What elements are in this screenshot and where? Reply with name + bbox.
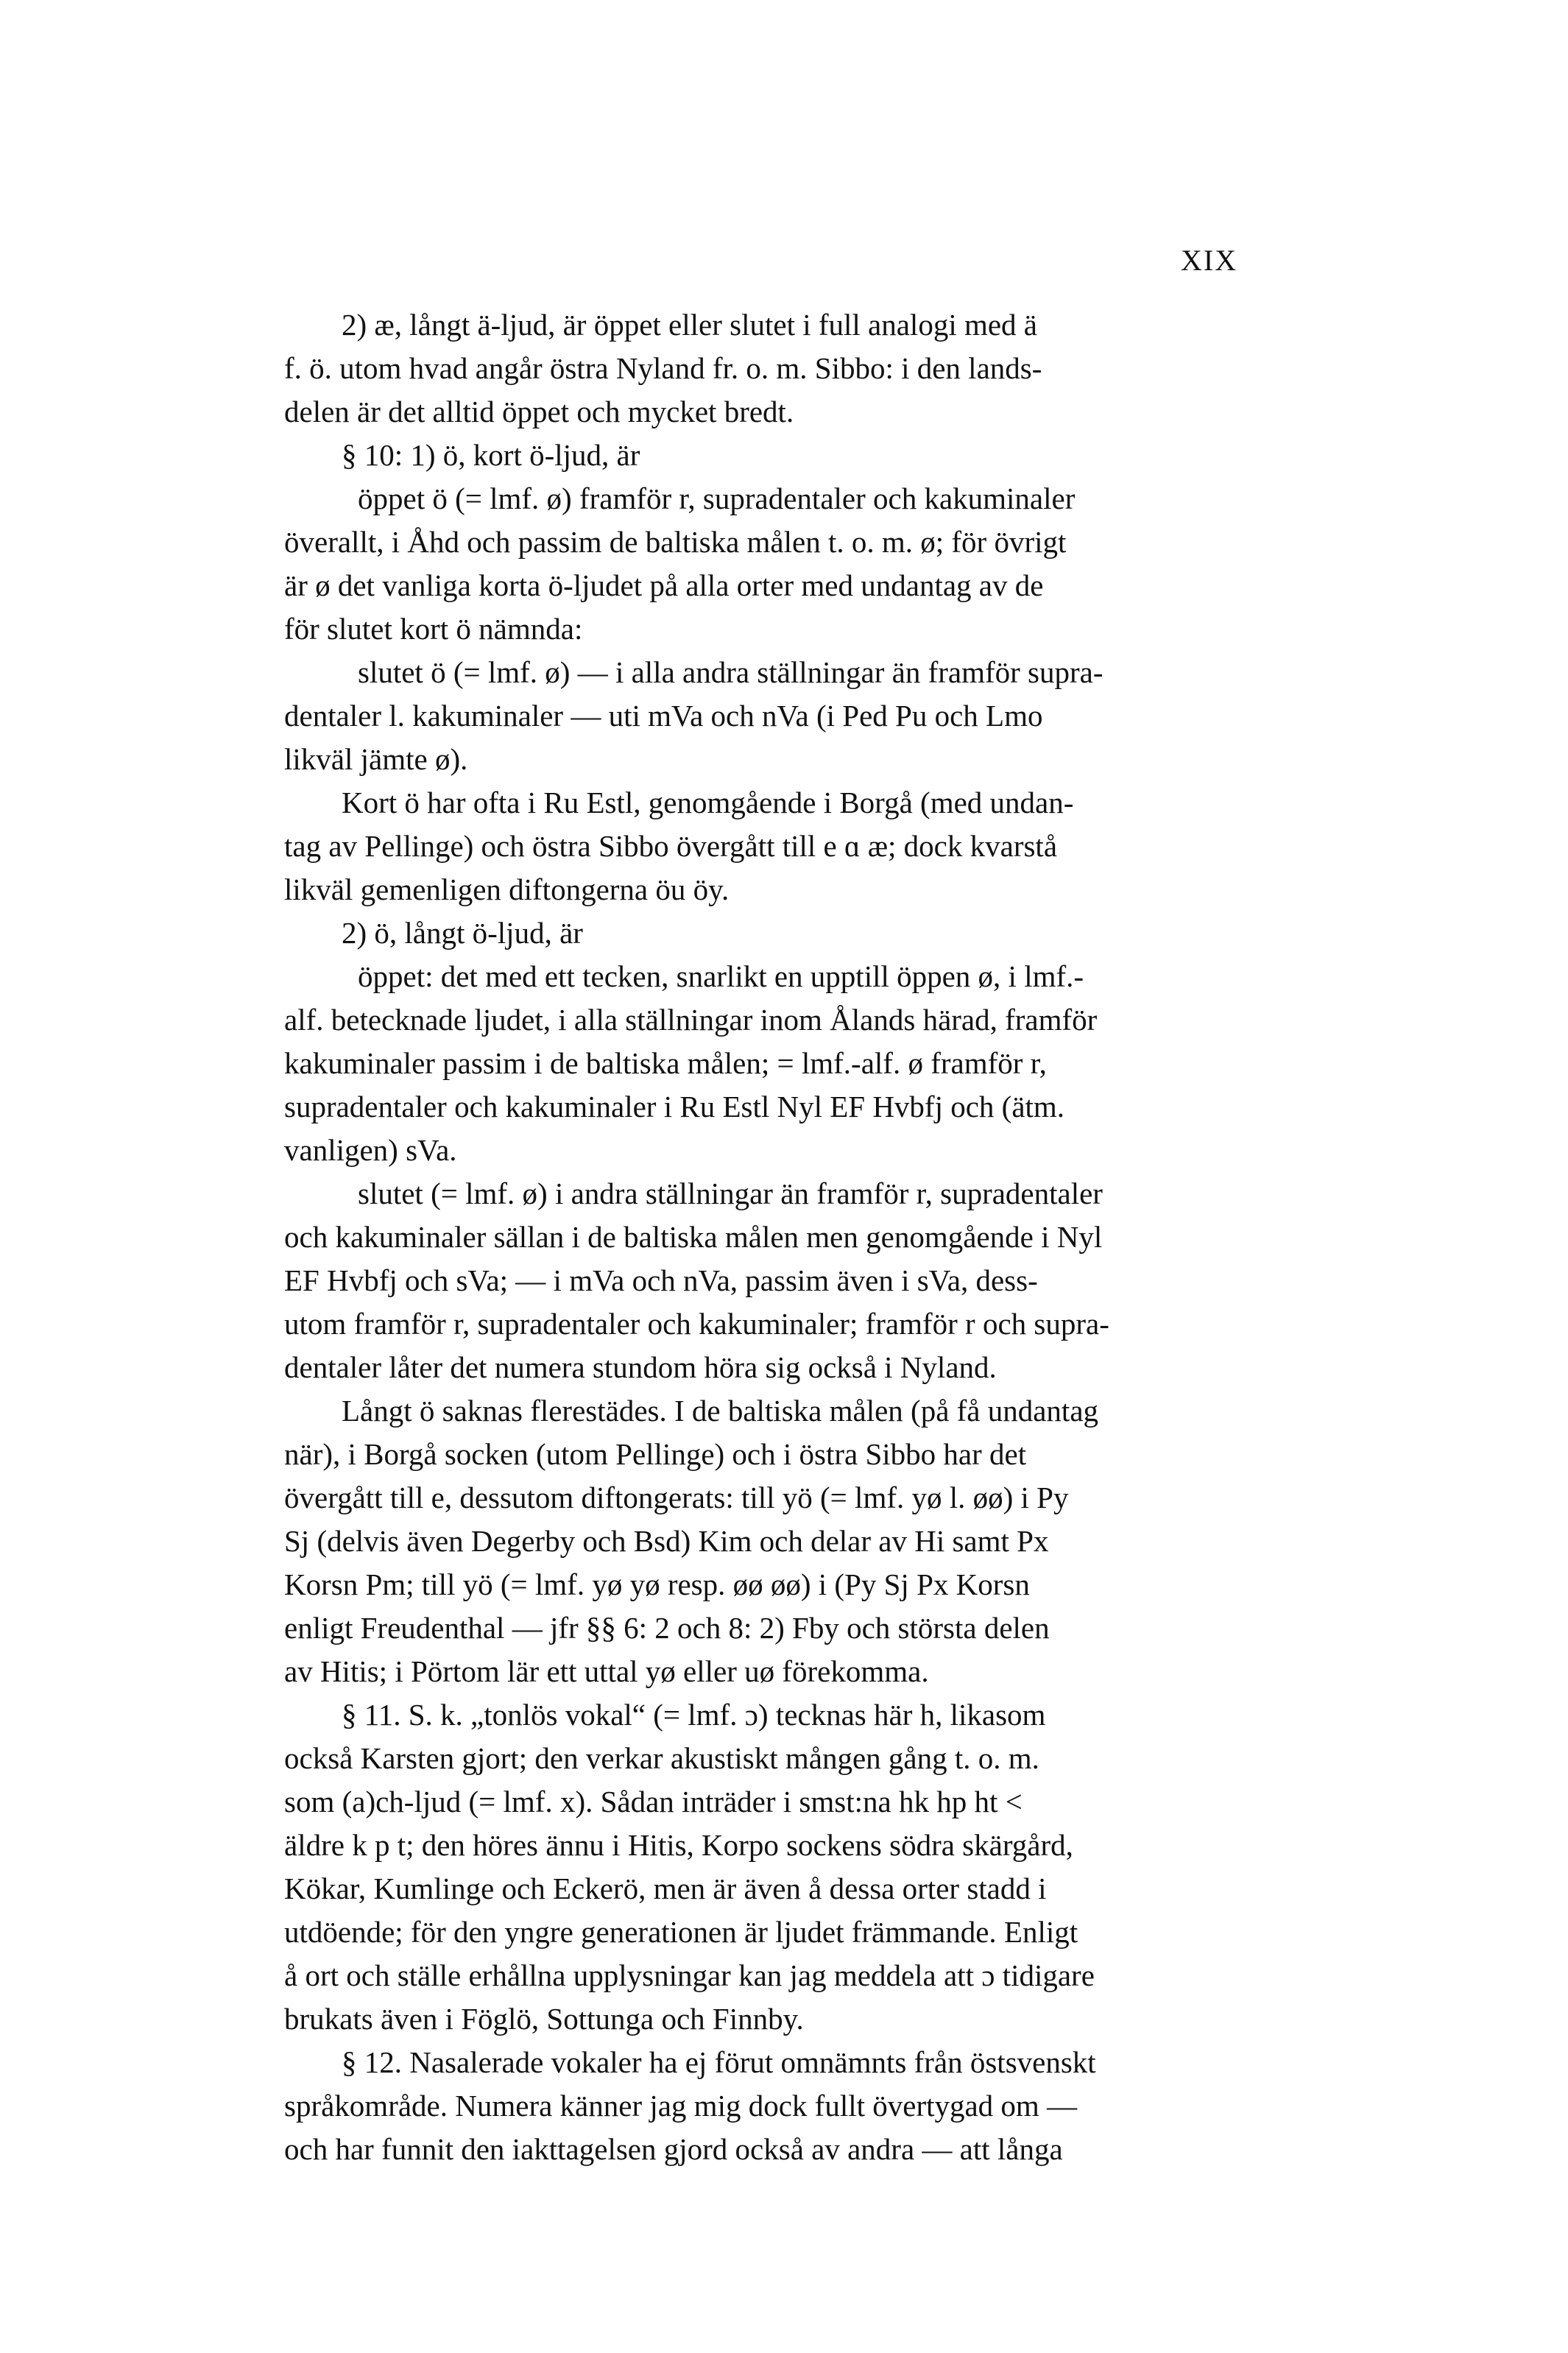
text-line: supradentaler och kakuminaler i Ru Estl Nyl EF Hvbfj och (ätm. xyxy=(284,1090,1065,1123)
text-line: dentaler låter det numera stundom höra sig också i Nyland. xyxy=(284,1350,997,1384)
body-text xyxy=(284,303,1250,2171)
text-line: överallt, i Åhd och passim de baltiska målen t. o. m. ø; för övrigt xyxy=(284,525,1067,559)
text-line: utdöende; för den yngre generationen är ljudet främmande. Enligt xyxy=(284,1915,1078,1949)
text-line: likväl jämte ø). xyxy=(284,742,468,776)
text-line: slutet ö (= lmf. ø) — i alla andra ställningar än framför supra- xyxy=(358,655,1103,689)
text-line: utom framför r, supradentaler och kakuminaler; framför r och supra- xyxy=(284,1307,1109,1341)
text-line: slutet (= lmf. ø) i andra ställningar än framför r, supradentaler xyxy=(358,1176,1103,1210)
text-line: § 10: 1) ö, kort ö-ljud, är xyxy=(342,438,640,472)
text-line: Korsn Pm; till yö (= lmf. yø yø resp. øø øø) i (Py Sj Px Korsn xyxy=(284,1567,1030,1601)
text-line: enligt Freudenthal — jfr §§ 6: 2 och 8: 2) Fby och största delen xyxy=(284,1611,1050,1645)
text-line: och har funnit den iakttagelsen gjord också av andra — att långa xyxy=(284,2132,1063,2166)
text-line: § 11. S. k. „tonlös vokal“ (= lmf. ɔ) tecknas här h, likasom xyxy=(342,1698,1046,1732)
text-line: EF Hvbfj och sVa; — i mVa och nVa, passim även i sVa, dess- xyxy=(284,1263,1038,1297)
text-line: av Hitis; i Pörtom lär ett uttal yø eller uø förekomma. xyxy=(284,1654,929,1688)
text-line: kakuminaler passim i de baltiska målen; = lmf.-alf. ø framför r, xyxy=(284,1046,1047,1080)
text-line: Långt ö saknas flerestädes. I de baltiska målen (på få undantag xyxy=(342,1394,1099,1428)
text-line: och kakuminaler sällan i de baltiska målen men genomgående i Nyl xyxy=(284,1220,1103,1254)
text-line: tag av Pellinge) och östra Sibbo övergått till e ɑ æ; dock kvarstå xyxy=(284,829,1058,863)
text-line: f. ö. utom hvad angår östra Nyland fr. o. m. Sibbo: i den lands- xyxy=(284,351,1042,385)
text-line: Kökar, Kumlinge och Eckerö, men är även å dessa orter stadd i xyxy=(284,1872,1047,1905)
text-line: äldre k p t; den höres ännu i Hitis, Korpo sockens södra skärgård, xyxy=(284,1828,1073,1862)
text-line: dentaler l. kakuminaler — uti mVa och nVa (i Ped Pu och Lmo xyxy=(284,699,1043,733)
text-line: språkområde. Numera känner jag mig dock fullt övertygad om — xyxy=(284,2089,1078,2123)
text-line: för slutet kort ö nämnda: xyxy=(284,612,583,646)
text-line: är ø det vanliga korta ö-ljudet på alla orter med undantag av de xyxy=(284,568,1044,602)
text-line: delen är det alltid öppet och mycket bredt. xyxy=(284,395,794,428)
page-number: XIX xyxy=(1181,244,1238,277)
text-line: Kort ö har ofta i Ru Estl, genomgående i Borgå (med undan- xyxy=(342,786,1074,819)
text-line: när), i Borgå socken (utom Pellinge) och i östra Sibbo har det xyxy=(284,1437,1027,1471)
text-line: öppet ö (= lmf. ø) framför r, supradentaler och kakuminaler xyxy=(358,481,1076,515)
text-line: övergått till e, dessutom diftongerats: till yö (= lmf. yø l. øø) i Py xyxy=(284,1481,1069,1514)
text-line: § 12. Nasalerade vokaler ha ej förut omnämnts från östsvenskt xyxy=(342,2045,1096,2079)
text-line: å ort och ställe erhållna upplysningar kan jag meddela att ɔ tidigare xyxy=(284,1958,1095,1992)
text-line: 2) ö, långt ö-ljud, är xyxy=(342,916,583,950)
text-line: öppet: det med ett tecken, snarlikt en upptill öppen ø, i lmf.- xyxy=(358,959,1084,993)
text-line: också Karsten gjort; den verkar akustiskt mången gång t. o. m. xyxy=(284,1741,1039,1775)
text-line: som (a)ch-ljud (= lmf. x). Sådan inträder i smst:na hk hp ht < xyxy=(284,1785,1023,1818)
text-line: vanligen) sVa. xyxy=(284,1133,457,1167)
text-line: brukats även i Föglö, Sottunga och Finnby. xyxy=(284,2002,804,2036)
text-line: likväl gemenligen diftongerna öu öy. xyxy=(284,872,730,906)
text-line: 2) æ, långt ä-ljud, är öppet eller slutet i full analogi med ä xyxy=(342,308,1038,342)
text-line: Sj (delvis även Degerby och Bsd) Kim och delar av Hi samt Px xyxy=(284,1524,1049,1558)
text-line: alf. betecknade ljudet, i alla ställningar inom Ålands härad, framför xyxy=(284,1003,1098,1037)
